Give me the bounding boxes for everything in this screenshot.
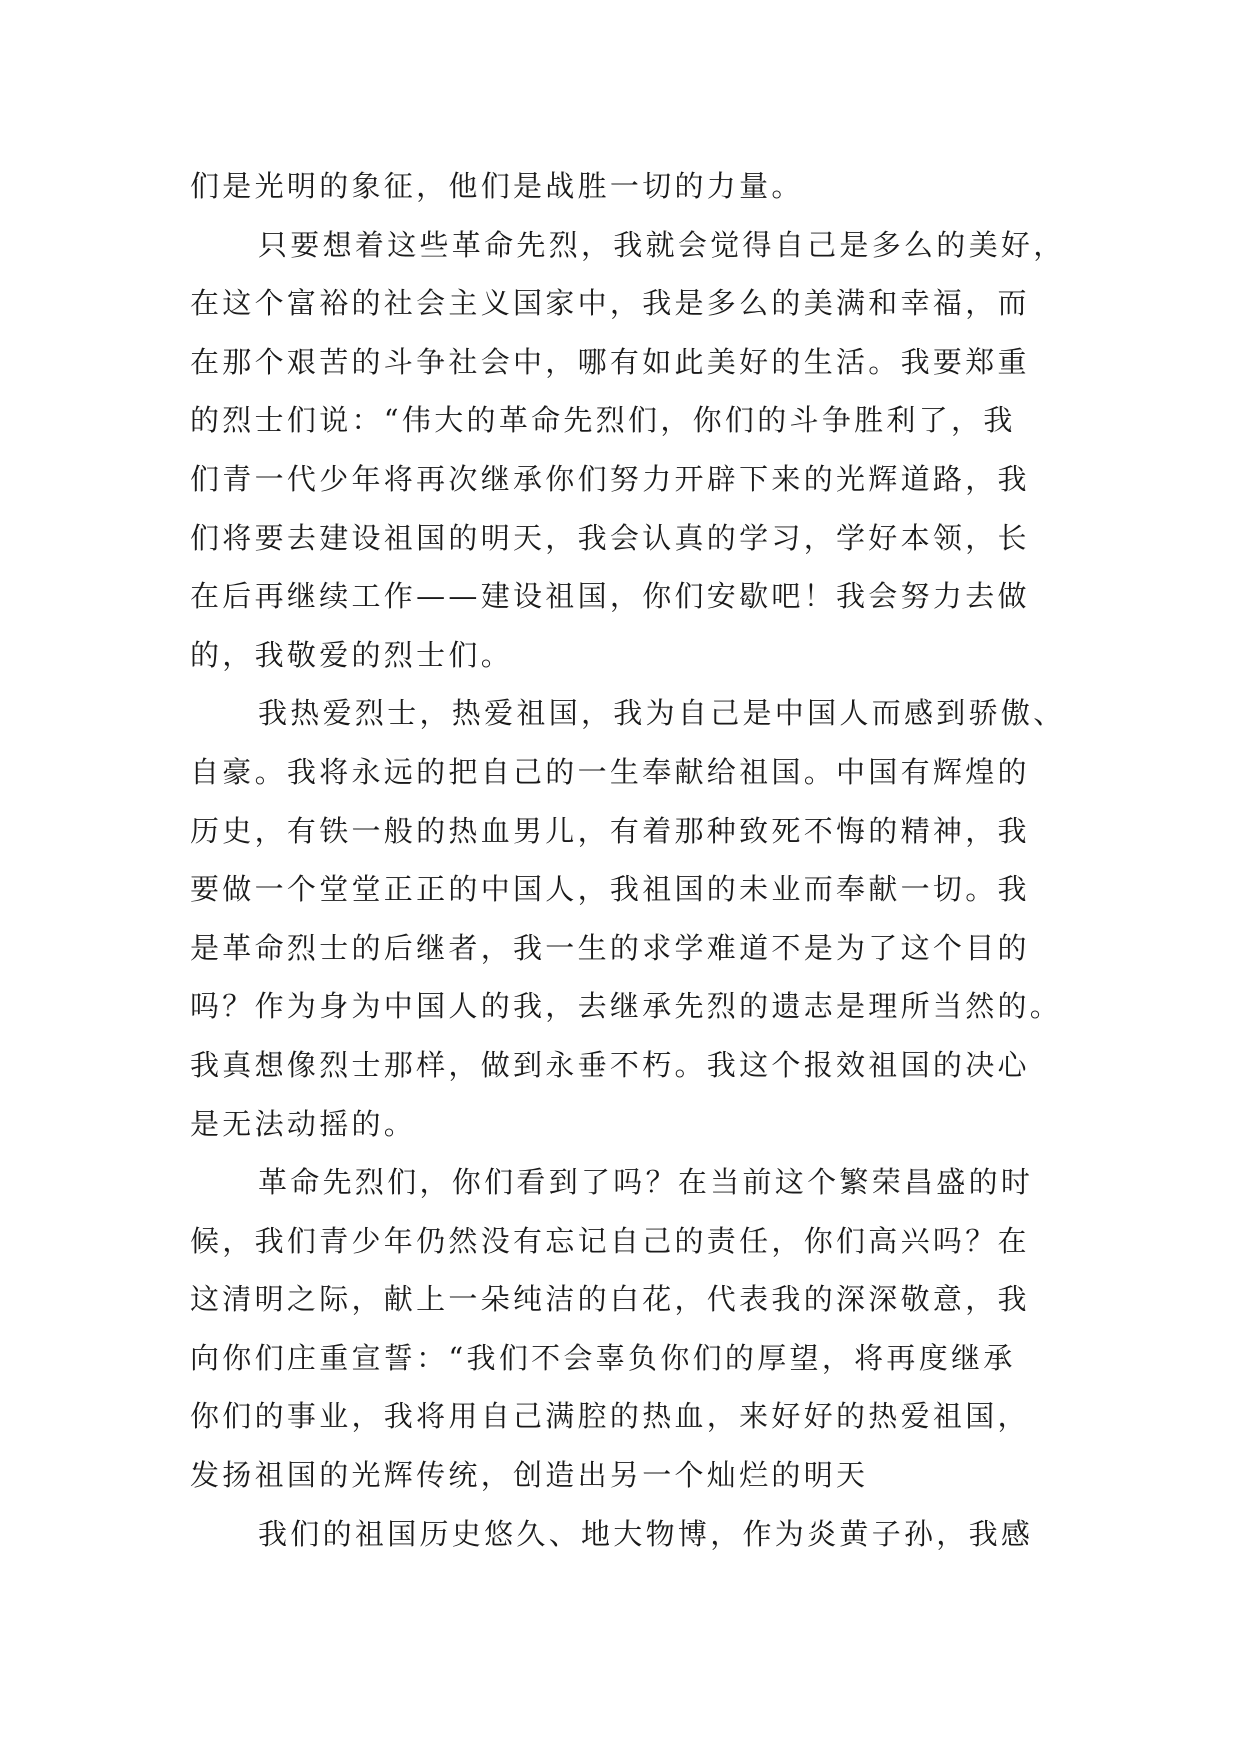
text-line: 在这个富裕的社会主义国家中，我是多么的美满和幸福，而	[190, 286, 1030, 321]
text-line: 在那个艰苦的斗争社会中，哪有如此美好的生活。我要郑重	[190, 344, 1030, 379]
text-line: 们将要去建设祖国的明天，我会认真的学习，学好本领，长	[190, 520, 1030, 555]
text-line: 发扬祖国的光辉传统，创造出另一个灿烂的明天	[190, 1458, 869, 1493]
body-text	[190, 157, 1090, 1563]
text-line: 向你们庄重宣誓：“我们不会辜负你们的厚望，将再度继承	[190, 1340, 1016, 1375]
text-line: 我真想像烈士那样，做到永垂不朽。我这个报效祖国的决心	[190, 1047, 1030, 1082]
text-line: 们青一代少年将再次继承你们努力开辟下来的光辉道路，我	[190, 461, 1030, 496]
text-line: 是无法动摇的。	[190, 1106, 417, 1141]
paragraph-start-line: 我们的祖国历史悠久、地大物博，作为炎黄子孙，我感	[258, 1516, 1034, 1551]
paragraph-start-line: 只要想着这些革命先烈，我就会觉得自己是多么的美好，	[258, 227, 1066, 262]
paragraph-start-line: 我热爱烈士，热爱祖国，我为自己是中国人而感到骄傲、	[258, 696, 1066, 731]
text-line: 是革命烈士的后继者，我一生的求学难道不是为了这个目的	[190, 930, 1030, 965]
text-line: 要做一个堂堂正正的中国人，我祖国的未业而奉献一切。我	[190, 872, 1030, 907]
text-line: 历史，有铁一般的热血男儿，有着那种致死不悔的精神，我	[190, 813, 1030, 848]
text-line: 的，我敬爱的烈士们。	[190, 637, 514, 672]
text-line: 们是光明的象征，他们是战胜一切的力量。	[190, 169, 804, 203]
text-line: 的烈士们说：“伟大的革命先烈们，你们的斗争胜利了，我	[190, 403, 1016, 438]
text-line: 在后再继续工作——建设祖国，你们安歇吧！我会努力去做	[190, 579, 1030, 614]
text-line: 候，我们青少年仍然没有忘记自己的责任，你们高兴吗？在	[190, 1223, 1030, 1258]
text-line: 你们的事业，我将用自己满腔的热血，来好好的热爱祖国，	[190, 1399, 1030, 1434]
text-line: 这清明之际，献上一朵纯洁的白花，代表我的深深敬意，我	[190, 1282, 1030, 1317]
paragraph-start-line: 革命先烈们，你们看到了吗？在当前这个繁荣昌盛的时	[258, 1165, 1034, 1200]
text-line: 自豪。我将永远的把自己的一生奉献给祖国。中国有辉煌的	[190, 754, 1030, 789]
text-line: 吗？作为身为中国人的我，去继承先烈的遗志是理所当然的。	[190, 989, 1063, 1024]
